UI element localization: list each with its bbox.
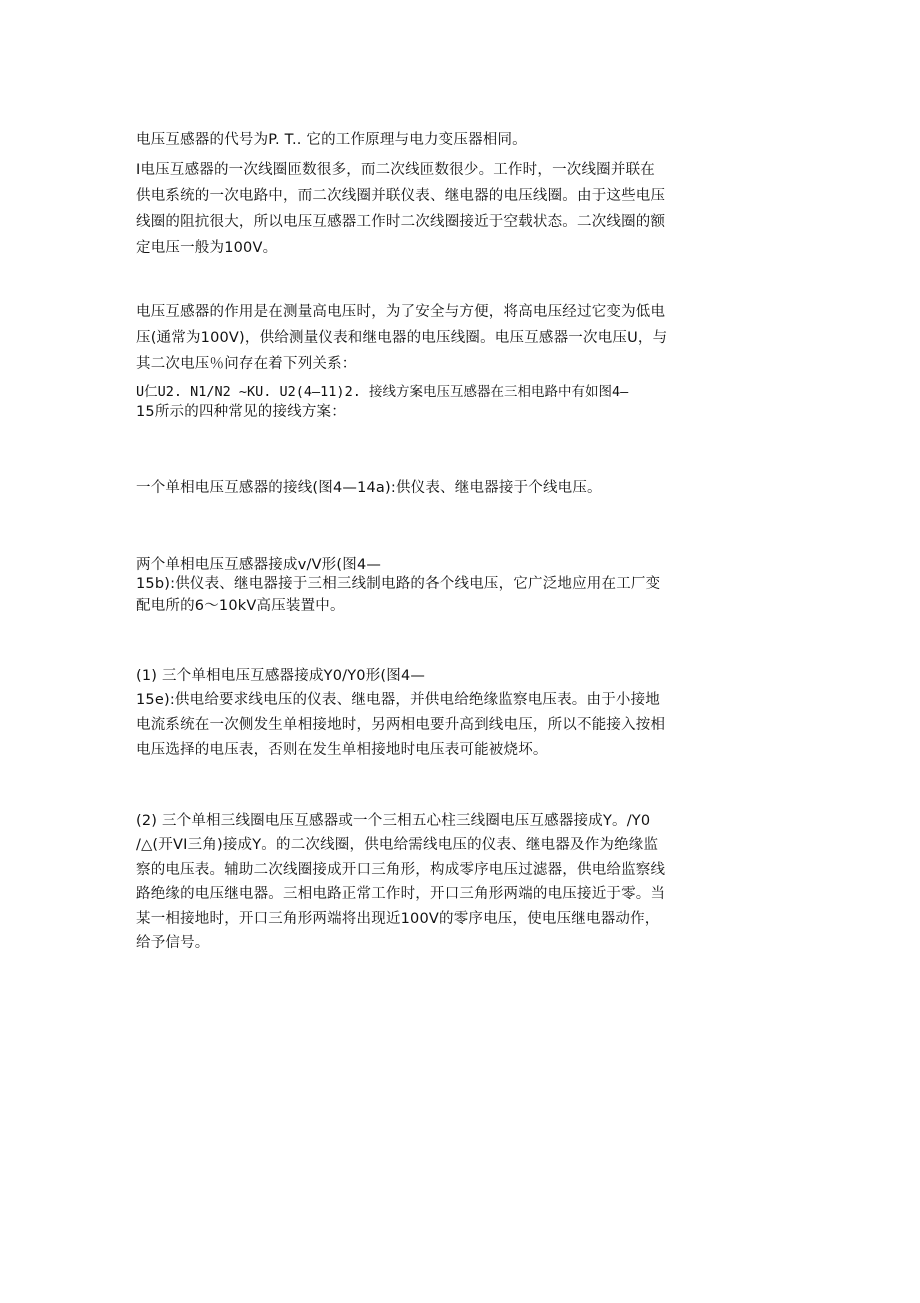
text-line: 一个单相电压互感器的接线(图4—14a):供仪表、继电器接于个线电压。: [136, 480, 602, 496]
text-line: 压(通常为100V)，供给测量仪表和继电器的电压线圈。电压互感器一次电压U，与: [136, 330, 668, 346]
list-item-1: (1) 三个单相电压互感器接成Y0/Y0形(图4—: [136, 668, 426, 684]
text-line: 15所示的四种常见的接线方案：: [136, 404, 346, 420]
text-line: 电压选择的电压表，否则在发生单相接地时电压表可能被烧坏。: [136, 742, 548, 758]
text-line: 电流系统在一次侧发生单相接地时，另两相电要升高到线电压，所以不能接入按相: [136, 717, 666, 733]
text-line: 供电系统的一次电路中，而二次线圈并联仪表、继电器的电压线圈。由于这些电压: [136, 188, 666, 204]
text-line: 其二次电压％问存在着下列关系：: [136, 356, 357, 372]
text-line: 15b):供仪表、继电器接于三相三线制电路的各个线电压，它广泛地应用在工厂变: [136, 576, 661, 592]
text-line: 电压互感器的代号为P. T.. 它的工作原理与电力变压器相同。: [136, 132, 527, 148]
list-item-2: (2) 三个单相三线圈电压互感器或一个三相五心柱三线圈电压互感器接成Y。/Y0: [136, 813, 651, 829]
text-line: /△(开VI三角)接成Y。的二次线圈，供电给需线电压的仪表、继电器及作为绝缘监: [136, 837, 659, 853]
text-line: 15e):供电给要求线电压的仪表、继电器，并供电给绝缘监察电压表。由于小接地: [136, 692, 661, 708]
text-line: 给予信号。: [136, 935, 210, 951]
formula-line: U仁U2. N1/N2 ~KU. U2(4—11)2. 接线方案电压互感器在三相电路中有如图4—: [136, 384, 629, 400]
text-line: I电压互感器的一次线圈匝数很多，而二次线匝数很少。工作时，一次线圈并联在: [136, 162, 655, 178]
text-line: 电压互感器的作用是在测量高电压时，为了安全与方便，将高电压经过它变为低电: [136, 304, 666, 320]
text-line: 配电所的6～10kV高压装置中。: [136, 598, 345, 614]
text-line: 路绝缘的电压继电器。三相电路正常工作时，开口三角形两端的电压接近于零。当: [136, 886, 666, 902]
text-line: 定电压一般为100V。: [136, 240, 278, 256]
text-line: 某一相接地时，开口三角形两端将出现近100V的零序电压，使电压继电器动作，: [136, 911, 660, 927]
text-line: 线圈的阻抗很大，所以电压互感器工作时二次线圈接近于空载状态。二次线圈的额: [136, 214, 666, 230]
text-line: 察的电压表。辅助二次线圈接成开口三角形，构成零序电压过滤器，供电给监察线: [136, 862, 666, 878]
text-line: 两个单相电压互感器接成v/V形(图4—: [136, 557, 382, 573]
